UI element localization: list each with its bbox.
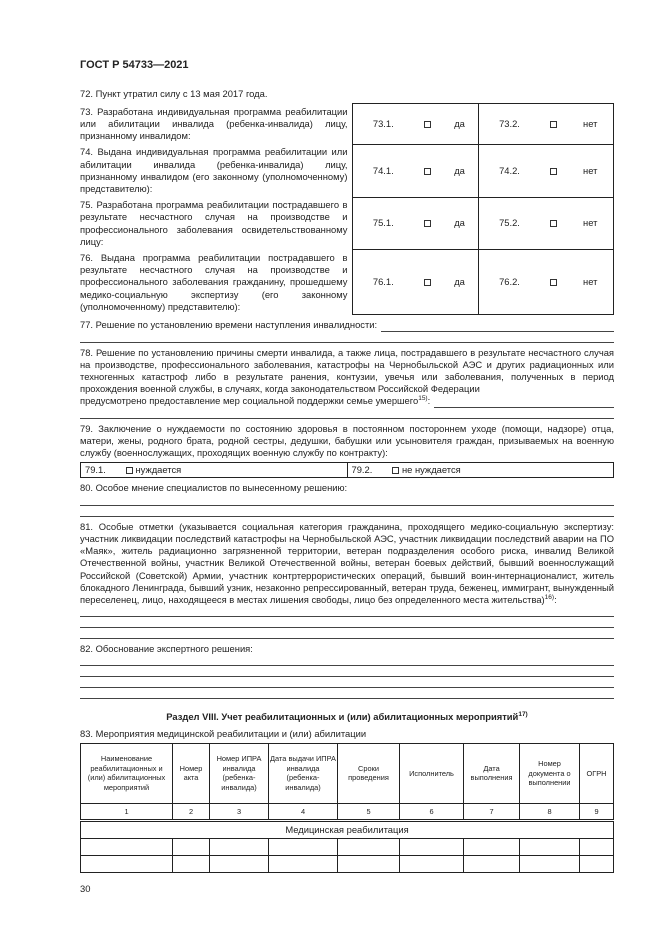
footnote-ref: 15) <box>418 395 428 403</box>
item-76: 76. Выдана программа реабилитации пострадавшего в результате несчастного случая на производстве и профессионального заболевания гражданину, прошедшему медико-социальную экспертизу (его законному (уполномоченному) представителю): <box>80 250 352 315</box>
page-number: 30 <box>80 882 91 894</box>
option-label: да <box>454 117 465 129</box>
item-79: 79. Заключение о нуждаемости по состоянию здоровья в постоянном постороннем уходе (помощи, надзоре) отца, матери, жены, родного брата, родной сестры, дедушки, бабушки или усыновителя граждан, призываемых на военную службу (военнослужащих, проходящих военную службу по контракту): <box>80 422 614 459</box>
item-78: 78. Решение по установлению причины смерти инвалида, а также лица, пострадавшего в результате несчастного случая на производстве, профессионального заболевания, катастрофы на Чернобыльской АЭС и других радиационных или техногенных катастроф либо в результате ранения, контузии, увечья или заболевания, полученных в период прохождения военной службы, в случаях, когда законодательством Российской Федерации <box>80 346 614 395</box>
column-number: 3 <box>210 803 269 820</box>
column-header: Номер акта <box>173 743 210 803</box>
option-code: 74.2. <box>499 164 520 176</box>
option-label: нет <box>583 117 598 129</box>
option-label: да <box>454 217 465 229</box>
checkbox-no[interactable] <box>550 168 557 175</box>
group-row: Медицинская реабилитация <box>81 820 614 838</box>
option-label: нет <box>583 164 598 176</box>
option-code: 73.2. <box>499 117 520 129</box>
yes-no-table <box>80 103 614 315</box>
column-number: 6 <box>400 803 464 820</box>
column-number: 1 <box>81 803 173 820</box>
number-row <box>81 803 614 820</box>
item-83: 83. Мероприятия медицинской реабилитации и (или) абилитации <box>80 727 367 739</box>
header-row <box>81 743 614 803</box>
item-72: 72. Пункт утратил силу с 13 мая 2017 года. <box>80 88 268 99</box>
checkbox-needs[interactable] <box>126 467 133 474</box>
fill-line[interactable] <box>80 666 614 677</box>
need-table <box>80 462 614 478</box>
fill-line[interactable] <box>80 617 614 628</box>
column-header: Исполнитель <box>400 743 464 803</box>
fill-line[interactable] <box>80 606 614 617</box>
option-code: 79.1. <box>85 464 106 476</box>
item-77: 77. Решение по установлению времени наступления инвалидности: <box>80 319 378 331</box>
option-code: 76.1. <box>372 276 394 288</box>
option-label: нет <box>583 276 598 288</box>
option-label: да <box>454 276 465 288</box>
measures-table <box>80 743 614 873</box>
item-80: 80. Особое мнение специалистов по вынесенному решению: <box>80 482 348 494</box>
item-78-end: предусмотрено предоставление мер социальной поддержки семье умершего <box>80 395 419 407</box>
checkbox-yes[interactable] <box>424 220 431 227</box>
option-code: 74.1. <box>372 164 394 176</box>
column-number: 8 <box>520 803 580 820</box>
column-number: 2 <box>173 803 210 820</box>
fill-line[interactable] <box>80 655 614 666</box>
fill-line[interactable] <box>80 628 614 639</box>
column-header: Дата выдачи ИПРА инвалида (ребенка-инвалида) <box>269 743 338 803</box>
fill-line[interactable] <box>80 677 614 688</box>
footnote-ref: 17) <box>518 711 528 719</box>
column-number: 4 <box>269 803 338 820</box>
checkbox-not-needs[interactable] <box>392 467 399 474</box>
section-title: Раздел VIII. Учет реабилитационных и (или) абилитационных мероприятий$^{17)}$ <box>166 711 528 723</box>
fill-line[interactable] <box>80 332 614 343</box>
table-row <box>81 855 614 872</box>
option-code: 76.2. <box>499 276 520 288</box>
fill-line[interactable] <box>434 398 614 408</box>
footnote-ref: 16) <box>544 593 555 601</box>
item-73: 73. Разработана индивидуальная программа реабилитации или абилитации инвалида (ребенка-инвалида) лицу, признанному инвалидом: <box>80 104 352 145</box>
item-82: 82. Обоснование экспертного решения: <box>80 643 253 655</box>
fill-line[interactable] <box>80 408 614 419</box>
column-number: 9 <box>580 803 614 820</box>
item-74: 74. Выдана индивидуальная программа реабилитации или абилитации инвалида (ребенка-инвалида) лицу, признанному инвалидом (его законному (уполномоченному) представителю): <box>80 144 352 197</box>
option-code: 75.2. <box>499 217 520 229</box>
table-row <box>81 838 614 855</box>
column-header: Сроки проведения <box>338 743 400 803</box>
column-number: 5 <box>338 803 400 820</box>
checkbox-no[interactable] <box>550 279 557 286</box>
checkbox-yes[interactable] <box>424 121 431 128</box>
fill-line[interactable] <box>80 688 614 699</box>
option-label: нет <box>583 217 598 229</box>
fill-line[interactable] <box>381 322 614 332</box>
item-81: 81. Особые отметки (указывается социальная категория гражданина, проходящего медико-социальную экспертизу: участник ликвидации последствий катастрофы на Чернобыльской АЭС, участник ликвидации последствий аварии на ПО «Маяк», житель радиационно загрязненной территории, ветеран подразделения особого риска, инвалид Великой Отечественной войны, участник Великой Отечественной войны, ветеран боевых действий, бывший военнослужащий Российской (Советской) Армии, участник контртеррористических операций, бывший воин-интернационалист, житель блокадного Ленинграда, бывший узник, незаконно репрессированный, ветеран труда, беженец, иммигрант, вынужденный переселенец, лицо, находящееся в местах лишения свободы, лицо без определенного места жительства)$^{16)}$: <box>80 520 614 605</box>
checkbox-no[interactable] <box>550 121 557 128</box>
column-header: ОГРН <box>580 743 614 803</box>
checkbox-yes[interactable] <box>424 168 431 175</box>
option-label: не нуждается <box>401 464 461 476</box>
fill-line[interactable] <box>80 495 614 506</box>
fill-line[interactable] <box>80 506 614 517</box>
column-header: Наименование реабилитационных и (или) абилитационных мероприятий <box>81 743 173 803</box>
column-header: Номер ИПРА инвалида (ребенка-инвалида) <box>210 743 269 803</box>
checkbox-no[interactable] <box>550 220 557 227</box>
checkbox-yes[interactable] <box>424 279 431 286</box>
document-header: ГОСТ Р 54733—2021 <box>80 59 189 71</box>
item-75: 75. Разработана программа реабилитации пострадавшего в результате несчастного случая на производстве и профессионального заболевания освидетельствованному лицу: <box>80 197 352 250</box>
document-page: ГОСТ Р 54733—2021 72. Пункт утратил силу с 13 мая 2017 года. 73. Разработана индивидуальная программа реабилитации или абилитации инвалида (ребенка-инвалида) лицу, признанному инвалидом: 73.1. да 73.2. нет 74. Выдана индивидуальная программа реабилитации или абилитации инвалида (ребенка-инвалида) лицу, признанному инвалидом (его законному (уполномоченному) представителю): 74.1. да 74.2. нет 75. Разработана программа реабилитации пострадавшего в результате несчастного случая на производстве и профессионального заболевания освидетельствованному лицу: 75.1. да 75.2. нет 76. Выдана программа реабилитации пострадавшего в результате несчастного случая на производстве и профессионального заболевания гражданину, прошедшему медико-социальную экспертизу (его законному (уполномоченному) представителю): 76.1. да 76.2. нет 77. Решение по установлению времени наступления инвалидности: 78. Решение по установлению причины смерти инвалида, а также лица, пострадавшего в результате несчастного случая на производстве, профессионального заболевания, катастрофы на Чернобыльской АЭС и других радиационных или техногенных катастроф либо в результате ранения, контузии, увечья или заболевания, полученных в период прохождения военной службы, в случаях, когда законодательством Российской Федерации предусмотрено предоставление мер социальной поддержки семье умершего$^{15)}$: 79. Заключение о нуждаемости по состоянию здоровья в постоянном постороннем уходе (помощи, надзоре) отца, матери, жены, родного брата, родной сестры, дедушки, бабушки или усыновителя граждан, призываемых на военную службу (военнослужащих, проходящих военную службу по контракту): 79.1. нуждается 79.2. не нуждается 80. Особое мнение специалистов по вынесенному решению: 81. Особые отметки (указывается социальная категория гражданина, проходящего медико-социальную экспертизу: участник ликвидации последствий катастрофы на Чернобыльской АЭС, участник ликвидации последствий аварии на ПО «Маяк», житель радиационно загрязненной территории, ветеран подразделения особого риска, инвалид Великой Отечественной войны, участник Великой Отечественной войны, ветеран боевых действий, бывший военнослужащий Российской (Советской) Армии, участник контртеррористических операций, бывший воин-интернационалист, житель блокадного Ленинграда, бывший узник, незаконно репрессированный, ветеран труда, беженец, иммигрант, вынужденный переселенец, лицо, находящееся в местах лишения свободы, лицо без определенного места жительства)$^{16)}$: 82. Обоснование экспертного решения: Раздел VIII. Учет реабилитационных и (или) абилитационных мероприятий$^{17)}$ 83. Мероприятия медицинской реабилитации и (или) абилитации Наименование реабилитационных и (или) абилитационных мероприятий Номер акта Номер ИПРА инвалида (ребенка-инвалида) Дата выдачи ИПРА инвалида (ребенка-инвалида) Сроки проведения Исполнитель Дата выполнения Номер документа о выполнении ОГРН 1 2 3 4 5 6 7 8 9 Медицинская реабилитация 30 <box>80 59 614 894</box>
option-code: 75.1. <box>372 217 394 229</box>
option-code: 73.1. <box>372 117 394 129</box>
option-code: 79.2. <box>351 464 373 476</box>
option-label: да <box>454 164 465 176</box>
column-header: Номер документа о выполнении <box>520 743 580 803</box>
column-header: Дата выполнения <box>464 743 520 803</box>
column-number: 7 <box>464 803 520 820</box>
option-label: нуждается <box>135 464 182 476</box>
